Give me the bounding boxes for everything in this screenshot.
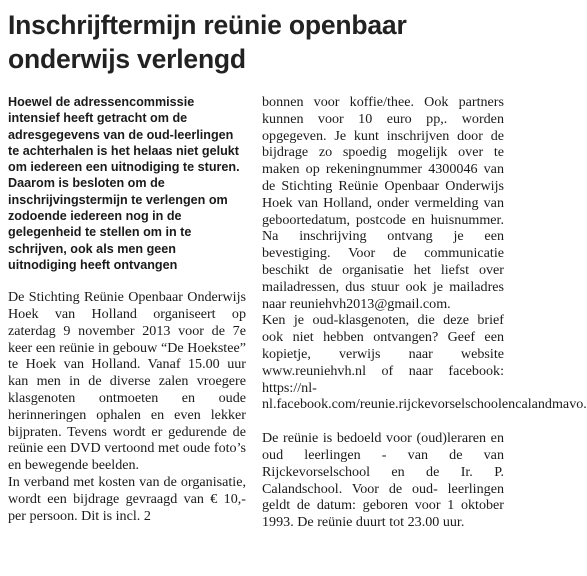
headline-line-2: onderwijs verlengd [8, 44, 246, 74]
headline-line-1: Inschrijftermijn reünie openbaar [8, 10, 407, 40]
article-lead: Hoewel de adressencommissie intensief heeft getracht om de adresgegevens van de oud-leerlingen te achterhalen is het helaas niet gelukt om iedereen een uitnodiging te sturen. Daarom is besloten om de inschrijvingstermijn te verlengen om zodoende iedereen nog in de gelegenheid te stellen om in te schrijven, ook als men geen uitnodiging heeft ontvangen [8, 95, 240, 272]
paragraph-audience: De reünie is bedoeld voor (oud)leraren en oud leerlingen - van de van Rijckevorselschool en de Ir. P. Calandschool. Voor de oud- leerlingen geldt de datum: geboren voor 1 oktober 1993. De reünie duurt tot 23.00 uur. [262, 430, 504, 531]
paragraph-costs: bonnen voor koffie/thee. Ook partners kunnen voor 10 euro pp,. worden opgegeven. Je kunt inschrijven door de bijdrage zo spoedig mogelijk over te maken op rekeningnummer 4300046 van de Stichting Reünie Openbaar Onderwijs Hoek van Holland, onder vermelding van geboortedatum, postcode en huisnummer. Na inschrijving ontvang je een bevestiging. Voor de communicatie beschikt de organisatie het liefst over mailadressen, dus stuur ook je mailadres naar reuniehvh2013@gmail.com. [262, 94, 504, 312]
paragraph-spacer [262, 413, 504, 430]
paragraph-classmates: Ken je oud-klasgenoten, die deze brief ook niet hebben ontvangen? Geef een kopietje, verwijs naar website www.reuniehvh.nl of naar facebook: https://nl-nl.facebook.com/reunie.rijckevorselschoolencalandmavo. [262, 312, 587, 413]
article-headline [8, 8, 504, 76]
left-column [8, 94, 246, 524]
paragraph-event: De Stichting Reünie Openbaar Onderwijs Hoek van Holland organiseert op zaterdag 9 november 2013 voor de 7e keer een reünie in gebouw “De Hoekstee” te Hoek van Holland. Vanaf 15.00 uur kan men in de diverse zalen vroegere klasgenoten ontmoeten en oude herinneringen ophalen en even lekker bijpraten. Tevens wordt er gedurende de reünie een DVD vertoond met oude foto’s en bewegende beelden. [8, 289, 246, 474]
right-column [262, 94, 587, 531]
paragraph-costs-start: In verband met kosten van de organisatie, wordt een bijdrage gevraagd van € 10,- per persoon. Dit is incl. 2 [8, 474, 246, 524]
